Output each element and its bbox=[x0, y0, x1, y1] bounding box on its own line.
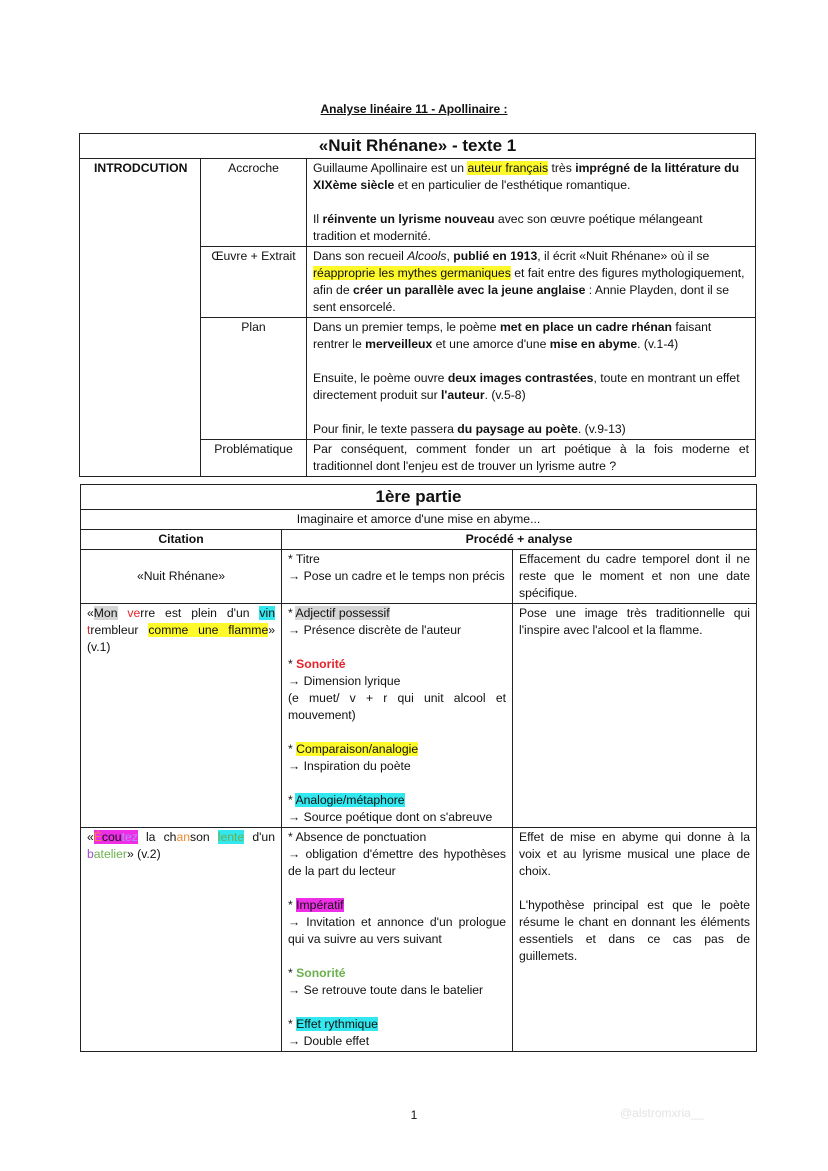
intro-section-label: INTRODCUTION bbox=[80, 159, 201, 477]
part-subheader: Imaginaire et amorce d'une mise en abyme... bbox=[81, 510, 757, 530]
citation-cell: «Nuit Rhénane» bbox=[81, 550, 282, 604]
accroche-content bbox=[307, 159, 756, 247]
procede-label: * Absence de ponctuation bbox=[288, 830, 427, 844]
column-header-procede: Procédé + analyse bbox=[282, 530, 757, 550]
procede-arrow: → Invitation et annonce d'un prologue qui va suivre au vers suivant bbox=[288, 915, 506, 946]
oeuvre-content: Dans son recueil Alcools, publié en 1913, il écrit «Nuit Rhénane» où il se réapproprie les mythes germaniques et fait entre des figures mythologiquement, afin de créer un parallèle avec la jeune anglaise : Annie Playden, dont il se sent ensorcelé. bbox=[307, 247, 756, 318]
table-row bbox=[81, 604, 757, 828]
procede-arrow: → Double effet bbox=[288, 1034, 370, 1048]
plan-label: Plan bbox=[201, 318, 307, 440]
analyse-paragraph-2: L'hypothèse principal est que le poète résume le chant en donnant les éléments essentiels et dans ce cas pas de guillemets. bbox=[519, 898, 750, 963]
table-row bbox=[81, 550, 757, 604]
accroche-label: Accroche bbox=[201, 159, 307, 247]
procede-cell bbox=[282, 604, 513, 828]
procede-item: * Effet rythmique bbox=[288, 1017, 378, 1031]
plan-paragraph-1: Dans un premier temps, le poème met en place un cadre rhénan faisant rentrer le merveilleux et une amorce d'une mise en abyme. (v.1-4) bbox=[313, 320, 712, 351]
procede-item: * Adjectif possessif bbox=[288, 606, 390, 620]
accroche-paragraph-2: Il réinvente un lyrisme nouveau avec son œuvre poétique mélangeant tradition et modernité. bbox=[313, 212, 703, 243]
procede-item: * Comparaison/analogie bbox=[288, 742, 419, 756]
watermark: @alstromxria__ bbox=[620, 1106, 705, 1120]
document-title: Analyse linéaire 11 - Apollinaire : bbox=[320, 102, 508, 116]
procede-item: * Analogie/métaphore bbox=[288, 793, 405, 807]
procede-cell bbox=[282, 550, 513, 604]
procede-arrow: → Se retrouve toute dans le batelier bbox=[288, 983, 484, 997]
analyse-cell: Pose une image très traditionnelle qui l'inspire avec l'alcool et la flamme. bbox=[513, 604, 757, 828]
intro-table bbox=[79, 133, 756, 477]
plan-paragraph-2: Ensuite, le poème ouvre deux images contrastées, toute en montrant un effet directement produit sur l'auteur. (v.5-8) bbox=[313, 371, 740, 402]
column-header-citation: Citation bbox=[81, 530, 282, 550]
analyse-paragraph-1: Effet de mise en abyme qui donne à la voix et au lyrisme musical une place de choix. bbox=[519, 830, 750, 878]
analyse-cell bbox=[513, 828, 757, 1052]
procede-arrow: → Dimension lyrique bbox=[288, 674, 401, 688]
citation-cell: «Mon verre est plein d'un vin trembleur comme une flamme» (v.1) bbox=[81, 604, 282, 828]
procede-cell bbox=[282, 828, 513, 1052]
problematique-content: Par conséquent, comment fonder un art poétique à la fois moderne et traditionnel dont l'enjeu est de trouver un lyrisme autre ? bbox=[307, 440, 756, 477]
table-row bbox=[81, 828, 757, 1052]
plan-content bbox=[307, 318, 756, 440]
procede-item: * Sonorité bbox=[288, 657, 346, 671]
accroche-paragraph-1: Guillaume Apollinaire est un auteur français très imprégné de la littérature du XIXème siècle et en particulier de l'esthétique romantique. bbox=[313, 161, 740, 192]
procede-arrow: → Présence discrète de l'auteur bbox=[288, 623, 462, 637]
intro-table-header: «Nuit Rhénane» - texte 1 bbox=[80, 134, 756, 159]
procede-item: * Sonorité bbox=[288, 966, 346, 980]
page-number: 1 bbox=[410, 1108, 418, 1122]
plan-paragraph-3: Pour finir, le texte passera du paysage au poète. (v.9-13) bbox=[313, 422, 626, 436]
procede-arrow: → Inspiration du poète bbox=[288, 759, 411, 773]
analyse-cell: Effacement du cadre temporel dont il ne reste que le moment et non une date spécifique. bbox=[513, 550, 757, 604]
part-table bbox=[80, 484, 757, 1052]
procede-arrow: → Source poétique dont on s'abreuve bbox=[288, 810, 493, 824]
citation-cell: «Écoutez la chanson lente d'un batelier» (v.2) bbox=[81, 828, 282, 1052]
procede-arrow: → Pose un cadre et le temps non précis bbox=[288, 569, 505, 583]
oeuvre-label: Œuvre + Extrait bbox=[201, 247, 307, 318]
problematique-label: Problématique bbox=[201, 440, 307, 477]
procede-item: * Impératif bbox=[288, 898, 344, 912]
procede-note: (e muet/ v + r qui unit alcool et mouvement) bbox=[288, 691, 506, 722]
procede-label: * Titre bbox=[288, 552, 320, 566]
procede-arrow: → obligation d'émettre des hypothèses de la part du lecteur bbox=[288, 847, 506, 878]
part-table-header: 1ère partie bbox=[81, 485, 757, 510]
